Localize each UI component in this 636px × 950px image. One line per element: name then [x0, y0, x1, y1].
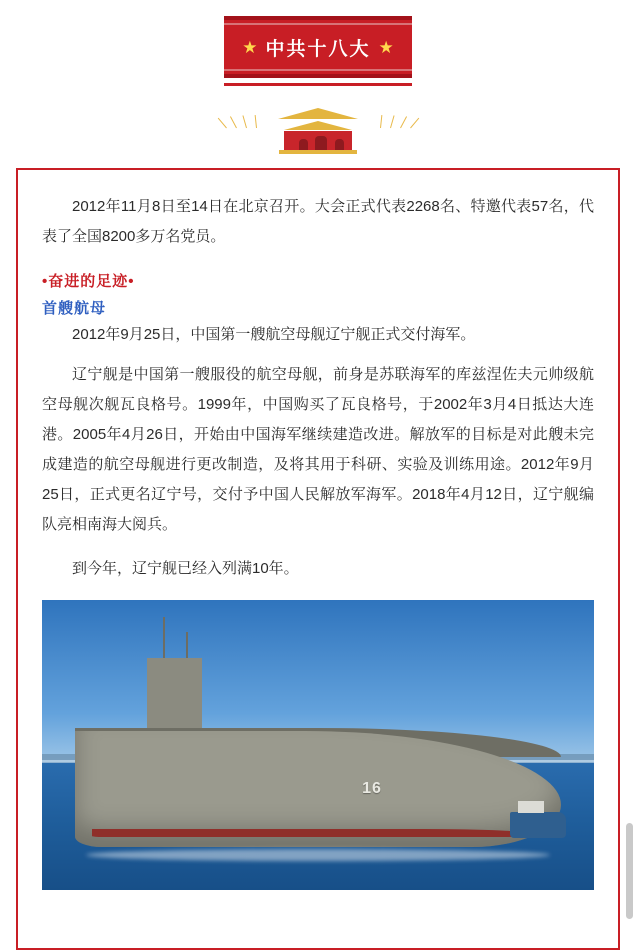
- article-container: [16, 168, 620, 950]
- gate-roof-lower: [284, 121, 352, 130]
- tiananmen-gate-icon: [275, 108, 361, 154]
- intro-paragraph: 2012年11月8日至14日在北京召开。大会正式代表2268名、特邀代表57名，代表了全国8200多万名党员。: [42, 198, 594, 245]
- ray-icon: [390, 115, 395, 128]
- ray-icon: [410, 118, 419, 129]
- star-icon-right: ★: [378, 37, 394, 57]
- gate-base: [279, 150, 357, 154]
- tugboat: [510, 812, 566, 838]
- ship-waterline-stripe: [92, 829, 534, 837]
- body-paragraph-1: 2012年9月25日，中国第一艘航空母舰辽宁舰正式交付海军。: [72, 326, 476, 343]
- aircraft-carrier-photo: [42, 600, 594, 890]
- body-paragraph-3: 到今年，辽宁舰已经入列满10年。: [72, 560, 299, 577]
- ray-icon: [242, 115, 247, 128]
- ray-icon: [230, 116, 237, 128]
- ray-icon: [400, 116, 407, 128]
- page-scrollbar[interactable]: [626, 823, 633, 919]
- section-mark: •奋进的足迹•: [42, 273, 135, 290]
- banner-underline: [224, 83, 412, 86]
- ray-icon: [255, 115, 257, 128]
- gate-ornament: [0, 92, 636, 154]
- star-icon-left: ★: [242, 37, 258, 57]
- sub-heading: 首艘航母: [42, 300, 107, 317]
- hull-number: 16: [362, 779, 382, 797]
- body-paragraph-2: 辽宁舰是中国第一艘服役的航空母舰，前身是苏联海军的库兹涅佐夫元帅级航空母舰次舰瓦良格号。1999年，中国购买了瓦良格号，于2002年3月4日抵达大连港。2005年4月26日，开始由中国海军继续建造改进。解放军的目标是对此艘未完成建造的航空母舰进行更改制造，及将其用于科研、实验及训练用途。2012年9月25日，正式更名辽宁号，交付予中国人民解放军海军。2018年4月12日，辽宁舰编队亮相南海大阅兵。: [42, 366, 594, 533]
- ray-icon: [380, 115, 382, 128]
- header-banner-wrap: [0, 0, 636, 78]
- banner-title: 中共十八大: [265, 38, 371, 60]
- ship-island-superstructure: [147, 658, 202, 736]
- ray-icon: [218, 118, 227, 129]
- gate-roof-upper: [278, 108, 358, 119]
- header-banner: [224, 16, 412, 78]
